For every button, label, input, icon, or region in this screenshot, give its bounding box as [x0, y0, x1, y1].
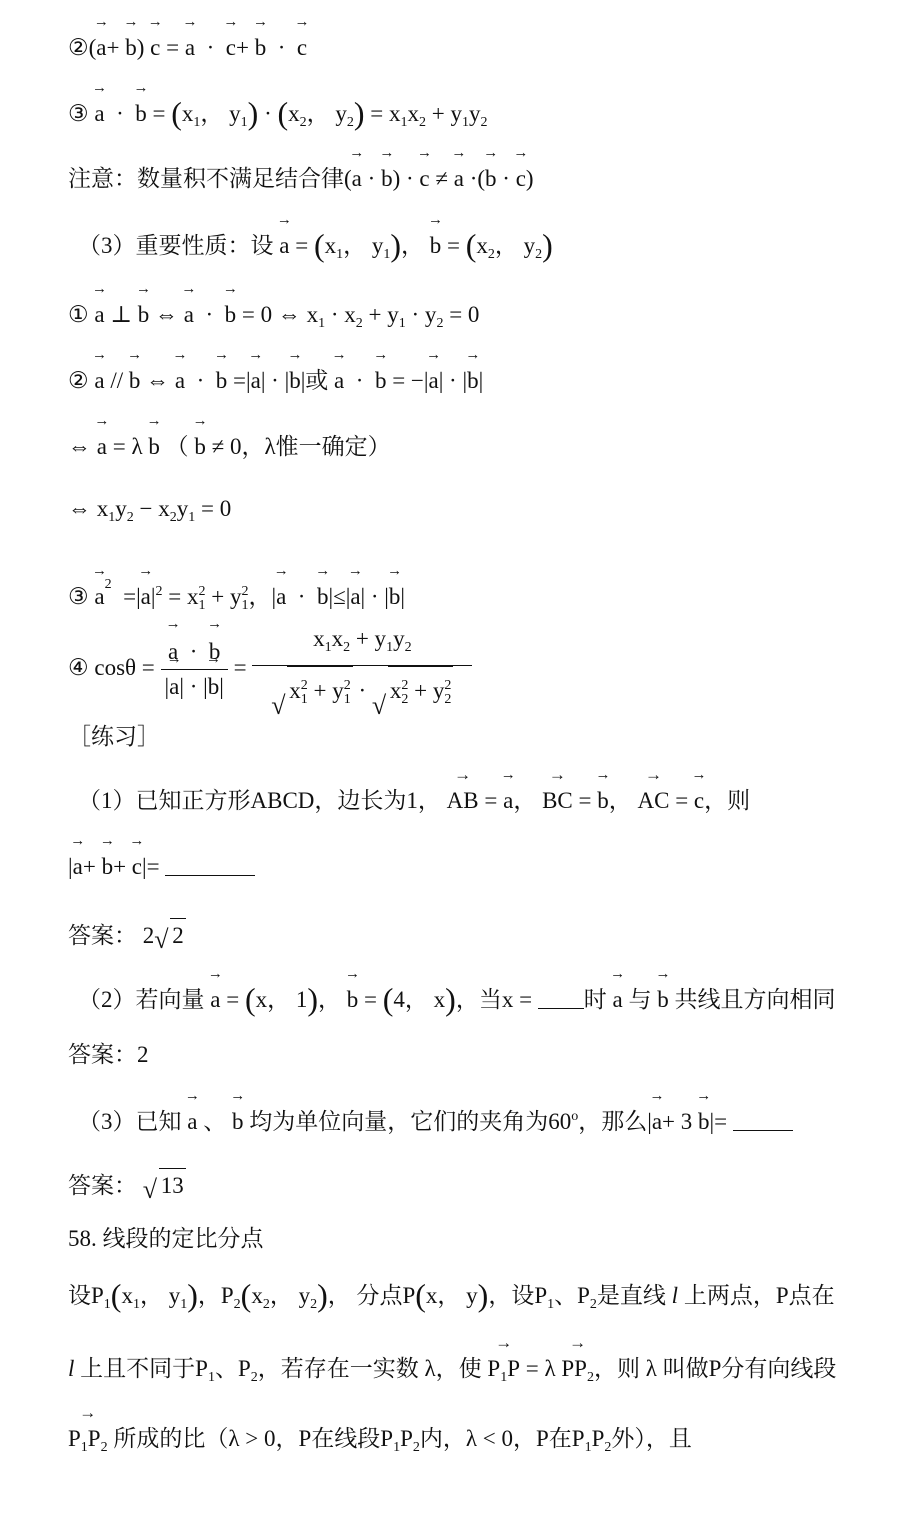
definition-line-2: l 上且不同于$P_1$、$P_2$，若存在一实数 λ，使 → $P_1P = \lambda \to PP_2$，则 λ 叫做P分有向线段	[68, 1354, 836, 1393]
answer-blank	[165, 875, 255, 876]
definition-line-3: → $P_1P_2$ 所成的比（λ > 0，P在线段$P_1P_2$内，λ < 0，P在$P_1P_2$外），且	[68, 1424, 692, 1463]
answer-blank	[538, 1008, 584, 1009]
property-parallel: ② → a // → b ⇔ → a · → b =|→ a| · |→ b|或 → a · → b = −|→ a| · |→ b|	[68, 366, 483, 396]
practice-question-1: （1）已知正方形ABCD，边长为1， → AB = → a， → BC = → b， → AC = → c，则	[78, 786, 750, 816]
section-58-title: 58. 线段的定比分点	[68, 1226, 264, 1251]
property-magnitude: ③ → $a^2$ =|→ $a|^2 = x_1^2 + y_1^2$，|→ a · → b|≤|→ a| · |→ b|	[68, 570, 405, 621]
property-parallel-coordinates: ⇔ $x_1y_2 - x_2y_1 = 0$	[68, 496, 232, 525]
formula-dot-product-coordinates: ③ → a · → $b = (x_1$， $y_1) \cdot (x_2$， $y_2) = x_1x_2 + y_1y_2$	[68, 98, 488, 138]
practice-question-2: （2）若向量 → a = (x， 1)， → b = (4， x)，当x = 时 → a 与 → b 共线且方向相同	[78, 984, 836, 1015]
property-perpendicular: ① → a ⊥ → b ⇔ → a · → b = 0 ⇔ $x_1 \cdot x_2 + y_1 \cdot y_2 = 0$	[68, 300, 479, 339]
practice-heading: ［练习］	[68, 724, 160, 749]
definition-line-1: 设$P_1(x_1$， $y_1$)，$P_2(x_2$， $y_2$)， 分点P(x， y)，设$P_1$、$P_2$是直线 l 上两点，P点在	[68, 1277, 835, 1313]
practice-question-1-expression: |→ a+ → b+ → c|=	[68, 852, 255, 882]
practice-question-3: （3）已知 → a 、 → b 均为单位向量，它们的夹角为60$^o$，那么|→ a+ 3 → b|=	[78, 1102, 793, 1137]
answer-blank	[733, 1130, 793, 1131]
formula-distributive: ②(→ a+ → b) → c = → a · → c+ → b · → c	[68, 33, 307, 63]
answer-1: 答案： 2 √ 2	[68, 918, 186, 951]
heading-important-properties: （3）重要性质：设 → $a = (x_1$， $y_1$)， → $b = (x_2$， $y_2$)	[78, 230, 553, 270]
answer-2: 答案：2	[68, 1042, 149, 1067]
property-cosine-formula: ④ cosθ = → $\frac{a \cdot \to b}{|\to a| \cdot |\to b|}$ = $x_1x_2 + y_1y_2$ √ $x_1^2 + y_1^2$ · √ $x_2^2 + y_2^2$	[68, 622, 472, 717]
note-associativity: 注意：数量积不满足结合律(→ a · → b) · → c ≠ → a ·(→ b · → c)	[68, 164, 534, 194]
answer-3: 答案： √ 13	[68, 1168, 186, 1201]
property-parallel-lambda: ⇔ → a = λ → b （ → b ≠ 0，λ惟一确定）	[68, 432, 391, 462]
